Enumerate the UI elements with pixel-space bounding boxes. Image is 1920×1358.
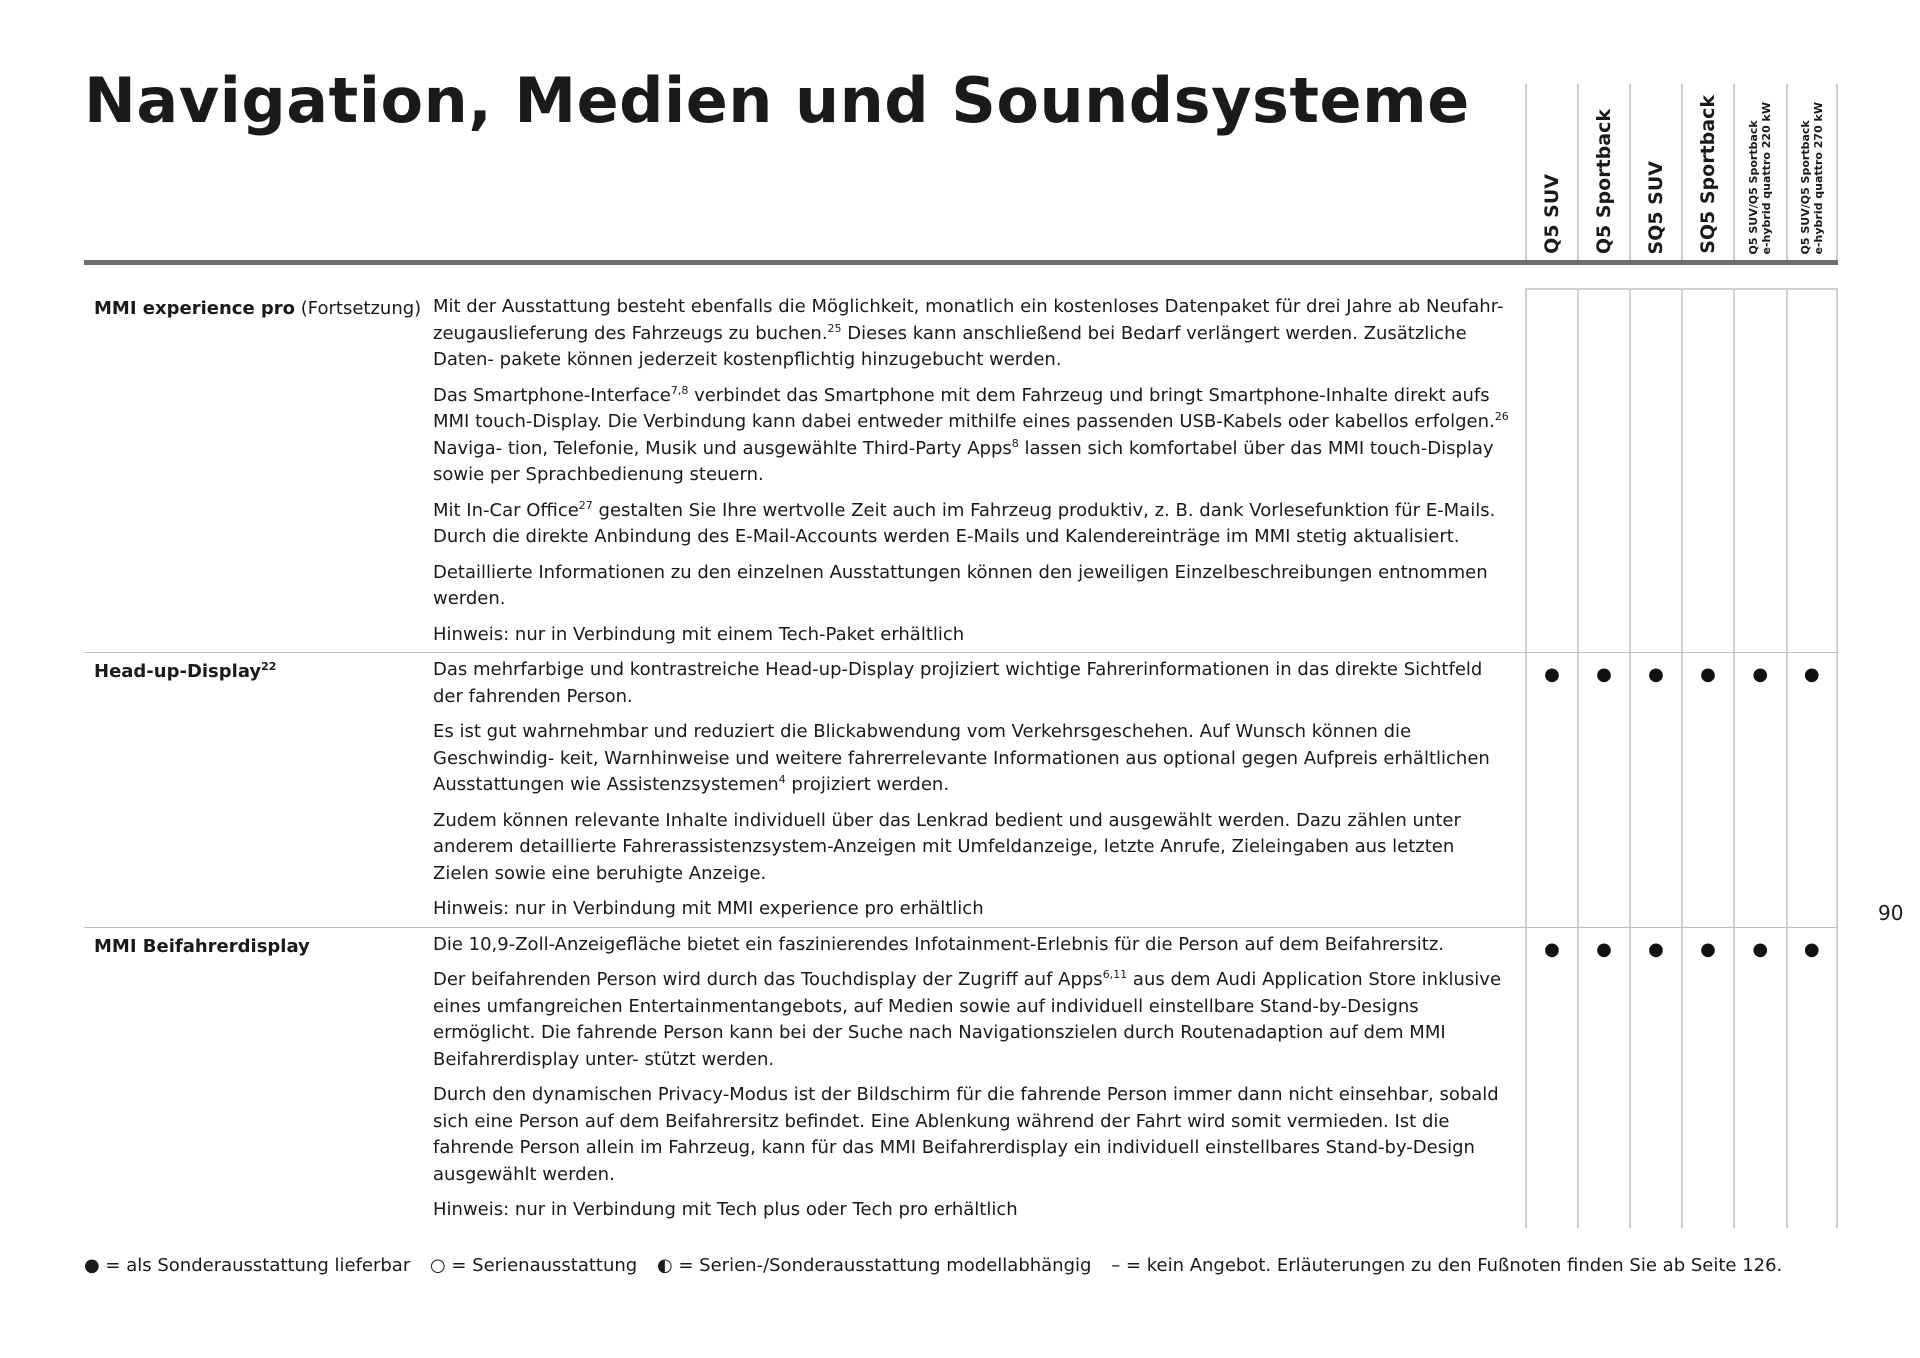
availability-cell <box>1577 928 1629 1228</box>
column-header-q5-suv <box>1525 84 1577 260</box>
column-header-sq5-sportback <box>1681 84 1733 260</box>
description-paragraph: Durch den dynamischen Privacy-Modus ist der Bildschirm für die fahrende Person immer dann nicht einsehbar, sobald sich eine Person auf dem Beifahrersitz befindet. Eine Ablenkung während der Fahrt wird somit vermieden. Ist die fahrende Person allein im Fahrzeug, kann für das MMI Beifahrerdisplay ein individuell einstellbares Stand-by-Design ausgewählt werden. <box>433 1084 1499 1185</box>
header-divider <box>84 260 1838 265</box>
legend <box>84 1255 1796 1276</box>
availability-cell <box>1577 653 1629 927</box>
availability-cell <box>1629 290 1681 652</box>
feature-name: MMI Beifahrerdisplay <box>94 935 310 957</box>
feature-suffix: (Fortsetzung) <box>295 298 422 319</box>
availability-marker-icon: ● <box>1803 664 1820 685</box>
page-title: Navigation, Medien und Soundsysteme <box>84 64 1470 137</box>
feature-name: MMI experience pro (Fortsetzung) <box>94 298 422 319</box>
description-paragraph: Hinweis: nur in Verbindung mit einem Tech-Paket erhältlich <box>433 623 965 645</box>
description-paragraph: Es ist gut wahrnehmbar und reduziert die Blickabwendung vom Verkehrsgeschehen. Auf Wunsch können die Geschwindig- keit, Warnhinweise und weitere fahrerrelevante Informationen aus optional gegen Aufpreis erhältlichen Ausstattungen wie Assistenzsystemen$^4$ projiziert werden. <box>433 721 1490 795</box>
column-header-ehybrid-270 <box>1786 84 1839 260</box>
availability-cell <box>1786 290 1839 652</box>
availability-cell <box>1577 290 1629 652</box>
feature-name: Head-up-Display$^{22}$ <box>94 660 277 682</box>
description-paragraph: Die 10,9-Zoll-Anzeigefläche bietet ein faszinierendes Infotainment-Erlebnis für die Person auf dem Beifahrersitz. <box>433 933 1445 955</box>
availability-cell <box>1525 290 1577 652</box>
availability-marker-icon: ● <box>1544 938 1560 960</box>
description-paragraph: Mit In-Car Office$^{27}$ gestalten Sie Ihre wertvolle Zeit auch im Fahrzeug produktiv, z. B. dank Vorlesefunktion für E-Mails. Durch die direkte Anbindung des E-Mail-Accounts werden E-Mails und Kalendereinträge im MMI stetig aktualisiert. <box>433 498 1496 547</box>
availability-cell <box>1525 653 1577 927</box>
equipment-table <box>84 288 1838 1228</box>
table-row <box>84 652 1838 927</box>
column-label: SQ5 Sportback <box>1697 95 1719 254</box>
availability-marker-icon: ● <box>1700 938 1716 960</box>
column-label: SQ5 SUV <box>1645 160 1667 254</box>
legend-not-offered: – = kein Angebot. Erläuterungen zu den Fußnoten finden Sie ab Seite 126. <box>1111 1255 1783 1276</box>
description-paragraph: Der beifahrenden Person wird durch das Touchdisplay der Zugriff auf Apps$^{6,11}$ aus dem Audi Application Store inklusive eines umfangreichen Entertainmentangebots, auf Medien sowie auf individuell einstellbare Stand-by-Designs ermöglicht. Die fahrende Person kann bei der Suche nach Navigationszielen durch Routenadaption auf dem MMI Beifahrerdisplay unter- stützt werden. <box>433 968 1502 1070</box>
table-row <box>84 927 1838 1228</box>
legend-optional: ● = als Sonderausstattung lieferbar <box>84 1255 411 1276</box>
page-number: 90 <box>1878 901 1904 925</box>
availability-marker-icon: ● <box>1752 664 1769 685</box>
availability-marker-icon: ● <box>1596 664 1612 685</box>
availability-marker-icon: ● <box>1803 938 1820 960</box>
availability-marker-icon: ● <box>1596 938 1612 960</box>
feature-description <box>433 290 1525 652</box>
availability-cell <box>1786 928 1839 1228</box>
availability-cell <box>1629 653 1681 927</box>
description-paragraph: Das mehrfarbige und kontrastreiche Head-up-Display projiziert wichtige Fahrerinformationen in das direkte Sichtfeld der fahrenden Person. <box>433 659 1483 707</box>
availability-cell <box>1681 290 1733 652</box>
availability-marker-icon: ● <box>1544 664 1560 685</box>
description-paragraph: Hinweis: nur in Verbindung mit MMI experience pro erhältlich <box>433 898 984 919</box>
column-header-ehybrid-220 <box>1733 84 1786 260</box>
table-rows <box>84 290 1838 1228</box>
table-row <box>84 290 1838 652</box>
column-label: Q5 SUV <box>1541 174 1563 254</box>
availability-marker-icon: ● <box>1700 664 1716 685</box>
description-paragraph: Detaillierte Informationen zu den einzelnen Ausstattungen können den jeweiligen Einzelbeschreibungen entnommen werden. <box>433 561 1488 609</box>
column-label: Q5 Sportback <box>1593 108 1615 254</box>
description-paragraph: Das Smartphone-Interface$^{7,8}$ verbindet das Smartphone mit dem Fahrzeug und bringt Smartphone-Inhalte direkt aufs MMI touch-Display. Die Verbindung kann dabei entweder mithilfe eines passenden USB-Kabels oder kabellos erfolgen.$^{26}$ Naviga- tion, Telefonie, Musik und ausgewählte Third-Party Apps$^8$ lassen sich komfortabel über das MMI touch-Display sowie per Sprachbedienung steuern. <box>433 383 1509 485</box>
legend-standard: ○ = Serienausstattung <box>429 1255 638 1276</box>
availability-marker-icon: ● <box>1752 938 1769 960</box>
availability-cells <box>1525 928 1838 1228</box>
column-label: Q5 SUV/Q5 Sportback e-hybrid quattro 220 kW <box>1747 101 1774 254</box>
availability-cell <box>1733 928 1786 1228</box>
feature-description <box>433 928 1525 1228</box>
description-paragraph: Mit der Ausstattung besteht ebenfalls die Möglichkeit, monatlich ein kostenloses Datenpaket für drei Jahre ab Neufahr- zeugauslieferung des Fahrzeugs zu buchen.$^{25}$ Dieses kann anschließend bei Bedarf verlängert werden. Zusätzliche Daten- pakete können jederzeit kostenpflichtig hinzugebucht werden. <box>433 296 1504 370</box>
availability-marker-icon: ● <box>1648 938 1664 960</box>
feature-description <box>433 653 1525 927</box>
legend-model-dependent: ◐ = Serien-/Sonderausstattung modellabhängig <box>656 1255 1092 1276</box>
availability-cell <box>1525 928 1577 1228</box>
description-paragraph: Hinweis: nur in Verbindung mit Tech plus oder Tech pro erhältlich <box>433 1199 1018 1220</box>
column-header-q5-sportback <box>1577 84 1629 260</box>
column-header-sq5-suv <box>1629 84 1681 260</box>
availability-cell <box>1786 653 1839 927</box>
availability-cells <box>1525 290 1838 652</box>
availability-cell <box>1733 653 1786 927</box>
availability-cell <box>1681 928 1733 1228</box>
availability-cell <box>1681 653 1733 927</box>
column-label: Q5 SUV/Q5 Sportback e-hybrid quattro 270 kW <box>1798 101 1825 254</box>
availability-cell <box>1629 928 1681 1228</box>
availability-marker-icon: ● <box>1648 664 1664 685</box>
description-paragraph: Zudem können relevante Inhalte individuell über das Lenkrad bedient und ausgewählt werden. Dazu zählen unter anderem detaillierte Fahrerassistenzsystem-Anzeigen mit Umfeldanzeige, letzte Anrufe, Zieleingaben aus letzten Zielen sowie eine beruhigte Anzeige. <box>433 809 1461 884</box>
model-column-headers <box>1525 84 1838 260</box>
availability-cells <box>1525 653 1838 927</box>
availability-cell <box>1733 290 1786 652</box>
